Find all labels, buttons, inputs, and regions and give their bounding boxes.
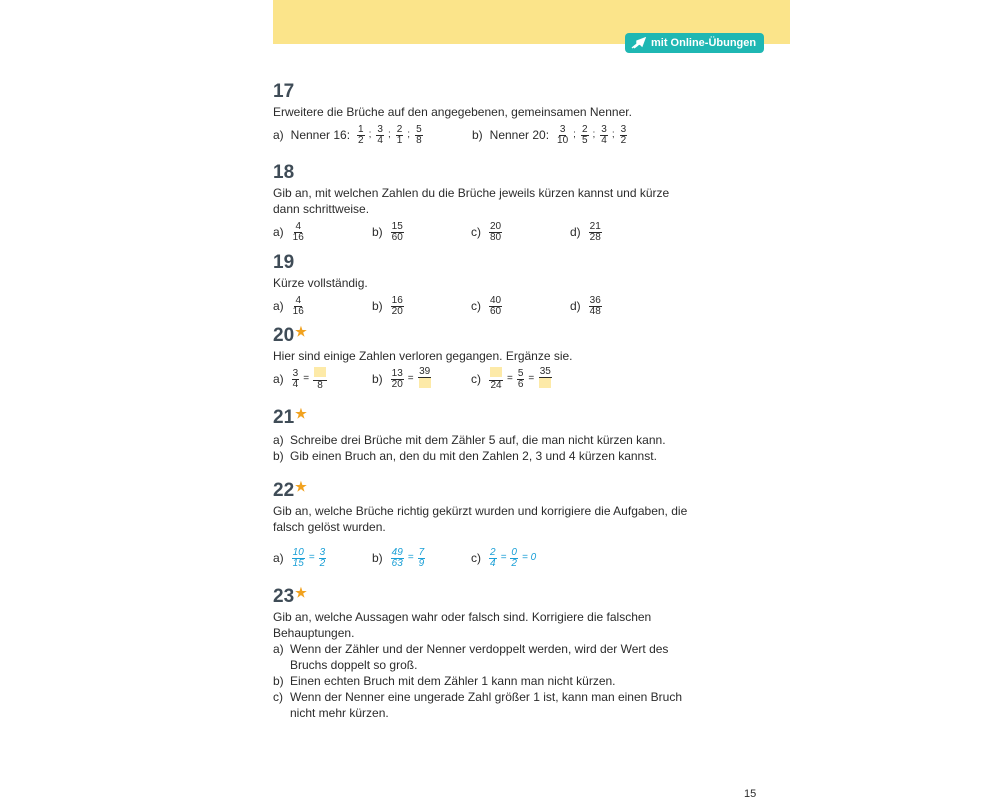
- exercise-20a: a) $\frac{3}{4}$ = 8: [273, 366, 327, 392]
- badge-label: mit Online-Übungen: [651, 37, 757, 49]
- fraction: $\frac{3}{10}$: [557, 123, 569, 146]
- item-text: Nenner 20:: [489, 128, 550, 142]
- star-icon: ★: [295, 324, 307, 339]
- exercise-17a: a) Nenner 16: $\frac{1}{2}$ ; $\frac{3}{4}$ ; $\frac{2}{1}$ ; $\frac{5}{8}$: [273, 123, 422, 146]
- exercise-number: 21: [273, 407, 295, 428]
- exercise-19: [273, 252, 693, 319]
- star-icon: ★: [295, 406, 307, 421]
- page-number: 15: [744, 788, 757, 800]
- exercise-17b: b) Nenner 20: $\frac{3}{10}$ ; $\frac{2}{5}$ ; $\frac{3}{4}$ ; $\frac{3}{2}$: [472, 123, 627, 146]
- fraction: $\frac{1}{2}$: [358, 123, 364, 146]
- list-item: a) Wenn der Zähler und der Nenner verdoppelt werden, wird der Wert des Bruchs doppelt so groß.: [273, 642, 669, 672]
- answer-blank[interactable]: [490, 367, 502, 377]
- list-item: c) Wenn der Nenner eine ungerade Zahl größer 1 ist, kann man einen Bruch nicht mehr kürzen.: [273, 690, 683, 720]
- exercise-number: 19: [273, 252, 295, 273]
- exercise-23: [273, 586, 693, 721]
- exercise-20c: c) 24 = $\frac{5}{6}$ = 35: [471, 366, 551, 391]
- exercise-instruction: Kürze vollständig.: [273, 276, 368, 290]
- exercise-22c: c) $\frac{2}{4}$ = $\frac{0}{2}$ = 0: [471, 546, 537, 569]
- exercise-number: 17: [273, 81, 295, 102]
- fraction: $\frac{2}{5}$: [581, 123, 588, 146]
- exercise-instruction: Gib an, mit welchen Zahlen du die Brüche jeweils kürzen kannst und kürze dann schrittweise.: [273, 186, 670, 216]
- exercise-18d: d) $\frac{21}{28}$: [570, 220, 601, 243]
- answer-blank[interactable]: [314, 367, 326, 377]
- exercise-19c: c) $\frac{40}{60}$: [471, 294, 502, 317]
- rocket-icon: [631, 37, 647, 49]
- exercise-18a: a) $\frac{4}{16}$: [273, 220, 304, 243]
- exercise-19d: d) $\frac{36}{48}$: [570, 294, 601, 317]
- exercise-18: [273, 162, 693, 245]
- online-exercises-badge[interactable]: [625, 33, 764, 53]
- fraction: $\frac{3}{2}$: [620, 123, 627, 146]
- answer-blank[interactable]: [419, 378, 431, 388]
- exercise-number: 22: [273, 480, 295, 501]
- item-label: a): [273, 128, 284, 142]
- list-item: b) Einen echten Bruch mit dem Zähler 1 kann man nicht kürzen.: [273, 674, 616, 688]
- list-item: a) Schreibe drei Brüche mit dem Zähler 5 auf, die man nicht kürzen kann.: [273, 433, 666, 447]
- exercise-instruction: Gib an, welche Brüche richtig gekürzt wurden und korrigiere die Aufgaben, die falsch gelöst wurden.: [273, 504, 688, 534]
- star-icon: ★: [295, 585, 307, 600]
- exercise-number: 18: [273, 162, 295, 183]
- item-label: b): [472, 128, 483, 142]
- list-item: b) Gib einen Bruch an, den du mit den Zahlen 2, 3 und 4 kürzen kannst.: [273, 449, 657, 463]
- exercise-instruction: Gib an, welche Aussagen wahr oder falsch sind. Korrigiere die falschen Behauptungen.: [273, 610, 652, 640]
- exercise-number: 23: [273, 586, 295, 607]
- fraction: $\frac{3}{4}$: [601, 123, 607, 146]
- exercise-18b: b) $\frac{15}{60}$: [372, 220, 403, 243]
- exercise-17: [273, 81, 693, 148]
- exercise-19a: a) $\frac{4}{16}$: [273, 294, 304, 317]
- exercise-20b: b) $\frac{13}{20}$ = 39: [372, 366, 431, 390]
- exercise-20: [273, 325, 693, 392]
- item-text: Nenner 16:: [290, 128, 351, 142]
- answer-blank[interactable]: [539, 378, 551, 388]
- exercise-18c: c) $\frac{20}{80}$: [471, 220, 502, 243]
- star-icon: ★: [295, 479, 307, 494]
- exercise-instruction: Erweitere die Brüche auf den angegebenen, gemeinsamen Nenner.: [273, 105, 632, 119]
- fraction: $\frac{3}{4}$: [377, 123, 383, 146]
- fraction: $\frac{5}{8}$: [416, 123, 422, 146]
- exercise-21: [273, 407, 693, 464]
- exercise-19b: b) $\frac{16}{20}$: [372, 294, 403, 317]
- exercise-number: 20: [273, 325, 295, 346]
- exercise-22b: b) $\frac{49}{63}$ = $\frac{7}{9}$: [372, 546, 425, 569]
- fraction: $\frac{2}{1}$: [396, 123, 403, 146]
- exercise-instruction: Hier sind einige Zahlen verloren gegangen. Ergänze sie.: [273, 349, 573, 363]
- exercise-22a: a) $\frac{10}{15}$ = $\frac{3}{2}$: [273, 546, 326, 569]
- exercise-22: [273, 480, 693, 571]
